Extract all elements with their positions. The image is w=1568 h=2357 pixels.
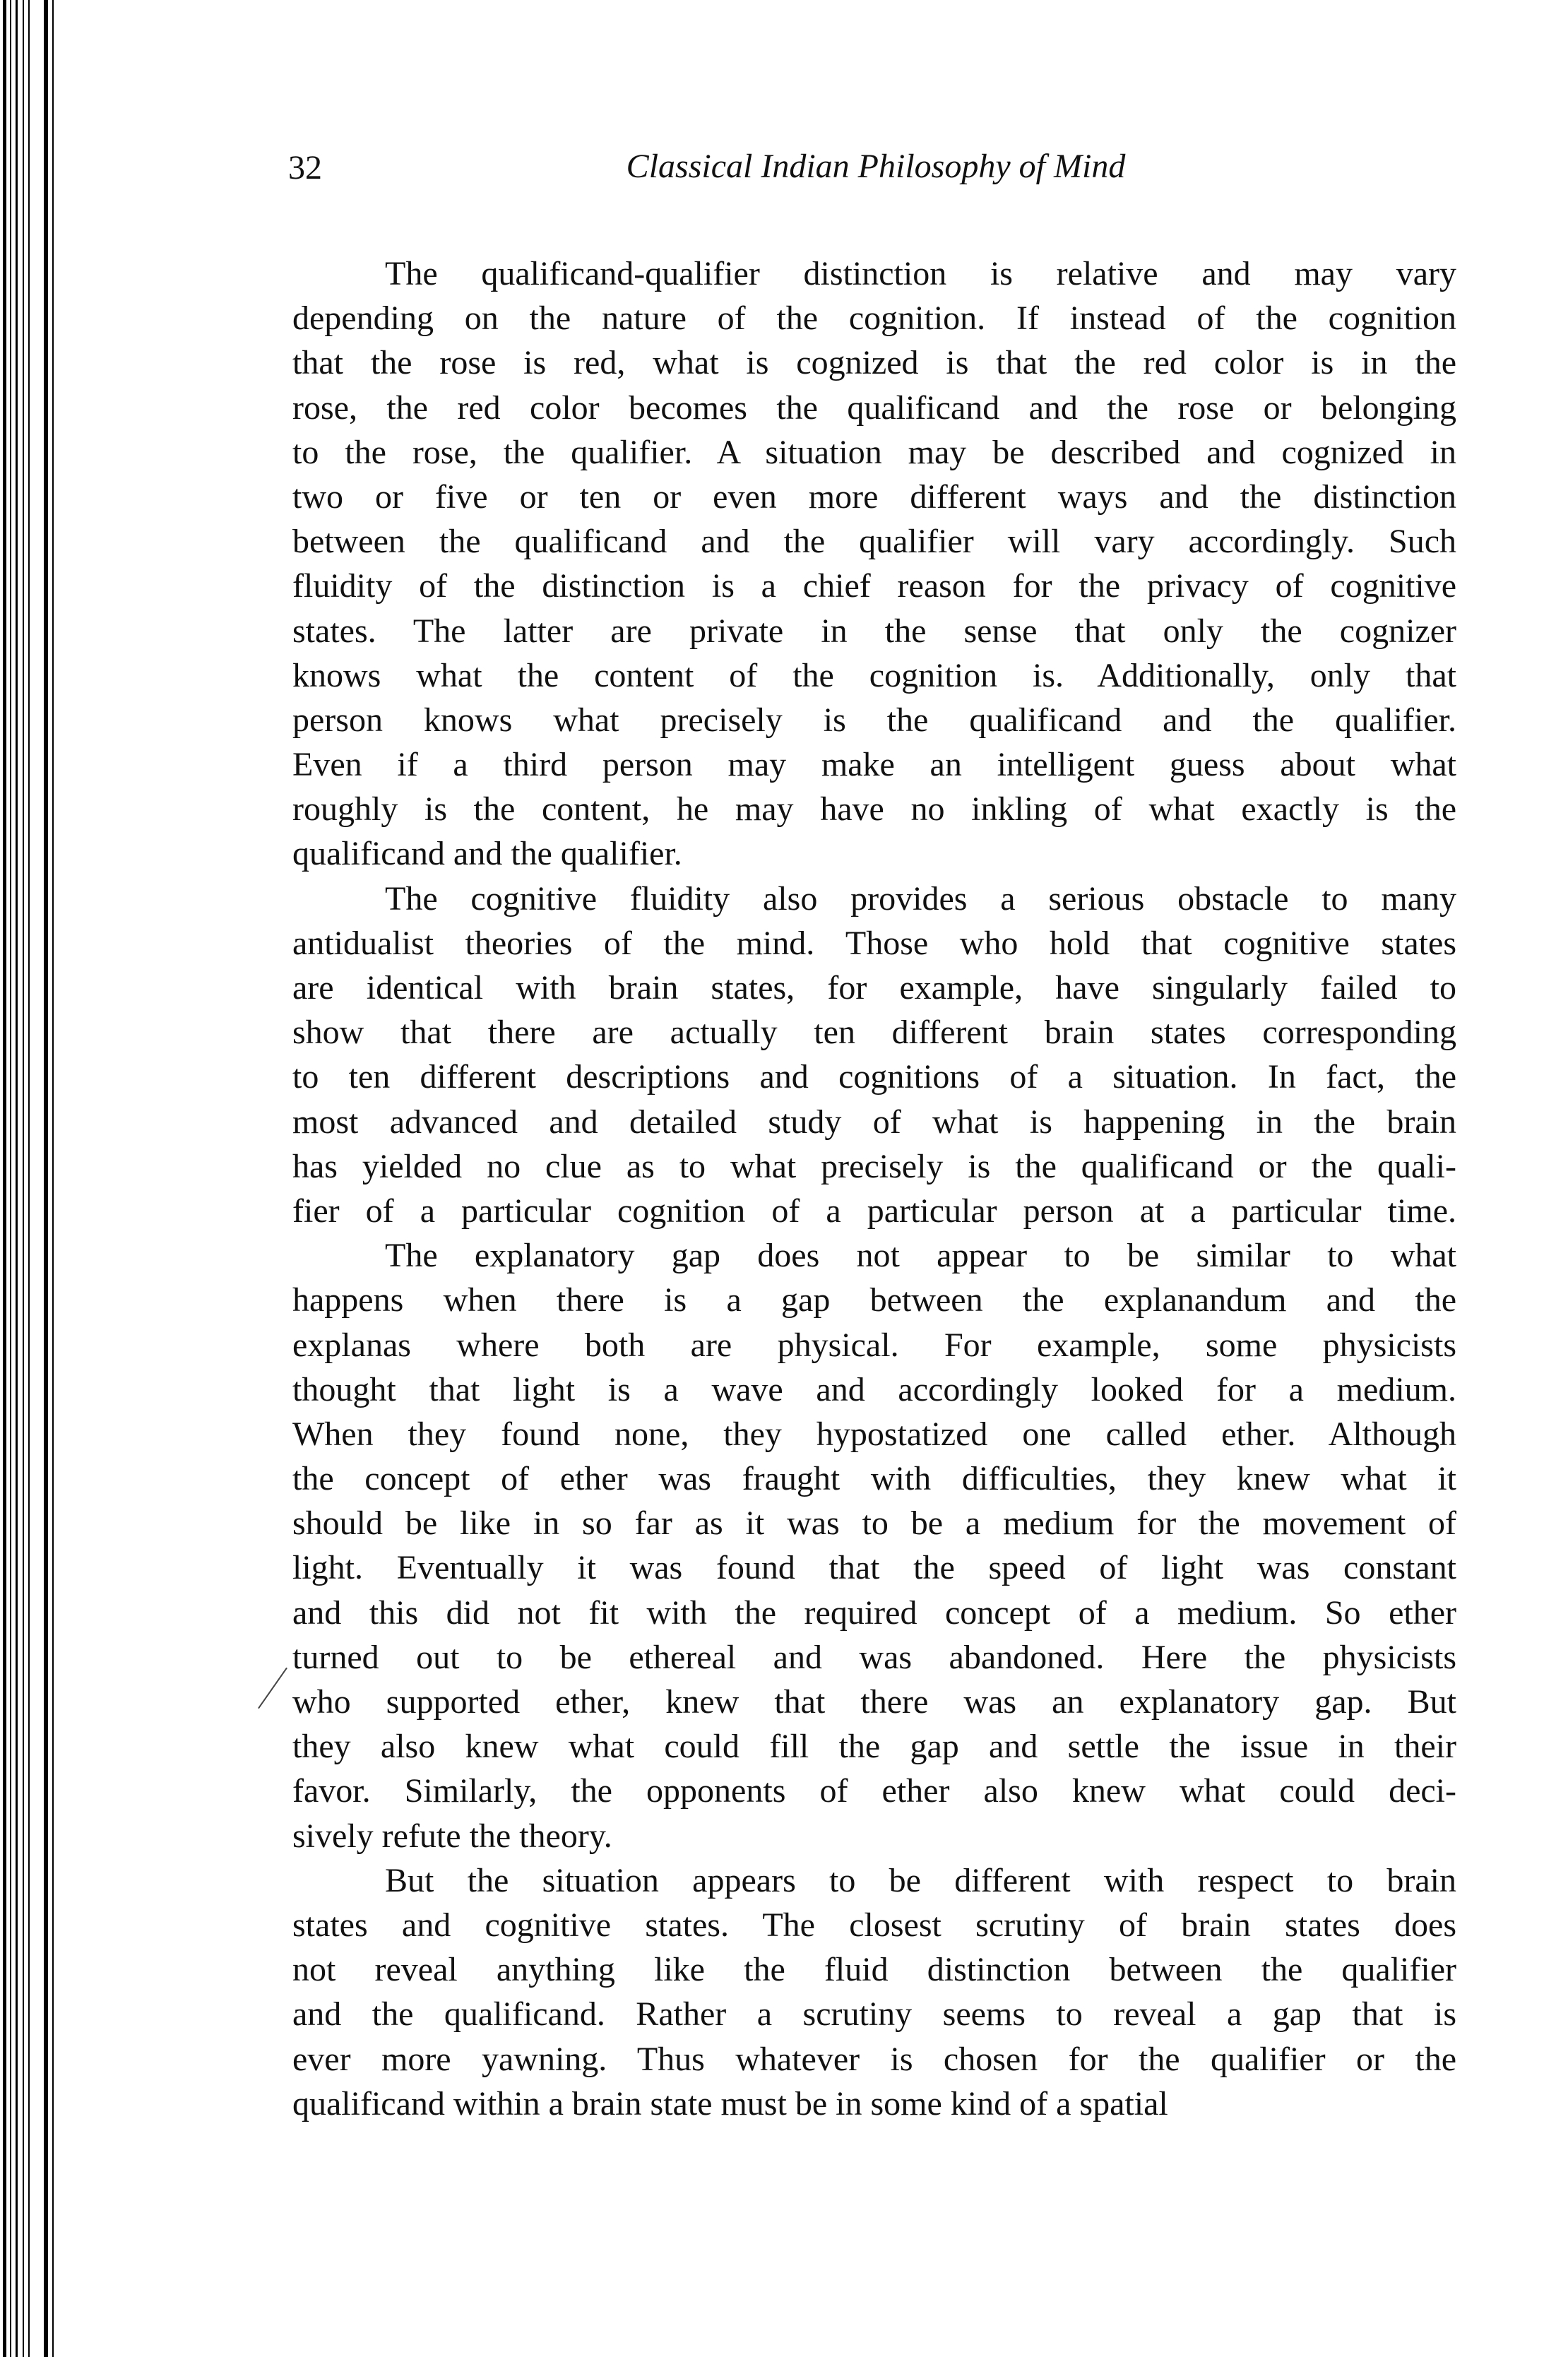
text-line: qualificand within a brain state must be in some kind of a spatial: [292, 2084, 1168, 2123]
text-line: person knows what precisely is the qualificand and the qualifier.: [292, 701, 1456, 739]
text-line: not reveal anything like the fluid distinction between the qualifier: [292, 1951, 1456, 1989]
text-line: states and cognitive states. The closest scrutiny of brain states does: [292, 1906, 1456, 1944]
paragraph: [292, 1233, 1456, 1858]
text-line: But the situation appears to be different with respect to brain: [385, 1861, 1456, 1899]
text-line: When they found none, they hypostatized one called ether. Although: [292, 1415, 1456, 1453]
text-line: most advanced and detailed study of what is happening in the brain: [292, 1103, 1456, 1141]
text-line: qualificand and the qualifier.: [292, 835, 682, 873]
paragraph: [292, 1858, 1456, 2126]
text-line: The qualificand-qualifier distinction is relative and may vary: [385, 255, 1456, 292]
text-line: ever more yawning. Thus whatever is chosen for the qualifier or the: [292, 2040, 1456, 2078]
text-line: happens when there is a gap between the explanandum and the: [292, 1281, 1456, 1319]
text-line: fier of a particular cognition of a particular person at a particular time.: [292, 1192, 1456, 1230]
text-line: thought that light is a wave and accordingly looked for a medium.: [292, 1370, 1456, 1408]
text-line: has yielded no clue as to what precisely is the qualificand or the quali-: [292, 1147, 1456, 1185]
text-line: light. Eventually it was found that the speed of light was constant: [292, 1549, 1456, 1587]
text-line: antidualist theories of the mind. Those who hold that cognitive states: [292, 924, 1456, 962]
text-line: who supported ether, knew that there was an explanatory gap. But: [292, 1683, 1456, 1721]
paragraph: [292, 877, 1456, 1234]
text-line: they also knew what could fill the gap and settle the issue in their: [292, 1728, 1456, 1766]
text-line: Even if a third person may make an intelligent guess about what: [292, 746, 1456, 784]
text-line: explanas where both are physical. For example, some physicists: [292, 1326, 1456, 1364]
pencil-mark: [258, 1668, 287, 1709]
page-number: 32: [288, 149, 322, 186]
text-line: fluidity of the distinction is a chief reason for the privacy of cognitive: [292, 567, 1456, 605]
text-line: that the rose is red, what is cognized is that the red color is in the: [292, 344, 1456, 382]
text-line: the concept of ether was fraught with difficulties, they knew what it: [292, 1460, 1456, 1498]
text-line: turned out to be ethereal and was abandoned. Here the physicists: [292, 1638, 1456, 1676]
text-line: depending on the nature of the cognition. If instead of the cognition: [292, 299, 1456, 338]
text-line: to the rose, the qualifier. A situation may be described and cognized in: [292, 433, 1456, 471]
body-text: [292, 251, 1456, 2126]
text-line: show that there are actually ten different brain states corresponding: [292, 1014, 1456, 1052]
text-line: knows what the content of the cognition is. Additionally, only that: [292, 656, 1456, 694]
text-line: sively refute the theory.: [292, 1817, 612, 1855]
text-line: favor. Similarly, the opponents of ether also knew what could deci-: [292, 1772, 1456, 1810]
paragraph: [292, 251, 1456, 877]
text-line: between the qualificand and the qualifier will vary accordingly. Such: [292, 523, 1456, 561]
text-line: and this did not fit with the required concept of a medium. So ether: [292, 1593, 1456, 1632]
text-line: The cognitive fluidity also provides a serious obstacle to many: [385, 879, 1456, 918]
text-line: states. The latter are private in the sense that only the cognizer: [292, 612, 1456, 650]
text-line: two or five or ten or even more different ways and the distinction: [292, 477, 1456, 516]
text-line: are identical with brain states, for example, have singularly failed to: [292, 969, 1456, 1007]
text-line: The explanatory gap does not appear to be similar to what: [385, 1237, 1456, 1275]
running-title: Classical Indian Philosophy of Mind: [626, 148, 1126, 185]
text-line: and the qualificand. Rather a scrutiny seems to reveal a gap that is: [292, 1995, 1456, 2034]
text-line: should be like in so far as it was to be a medium for the movement of: [292, 1504, 1456, 1543]
text-line: to ten different descriptions and cognitions of a situation. In fact, the: [292, 1058, 1456, 1096]
text-line: roughly is the content, he may have no inkling of what exactly is the: [292, 790, 1456, 829]
text-line: rose, the red color becomes the qualificand and the rose or belonging: [292, 388, 1456, 427]
